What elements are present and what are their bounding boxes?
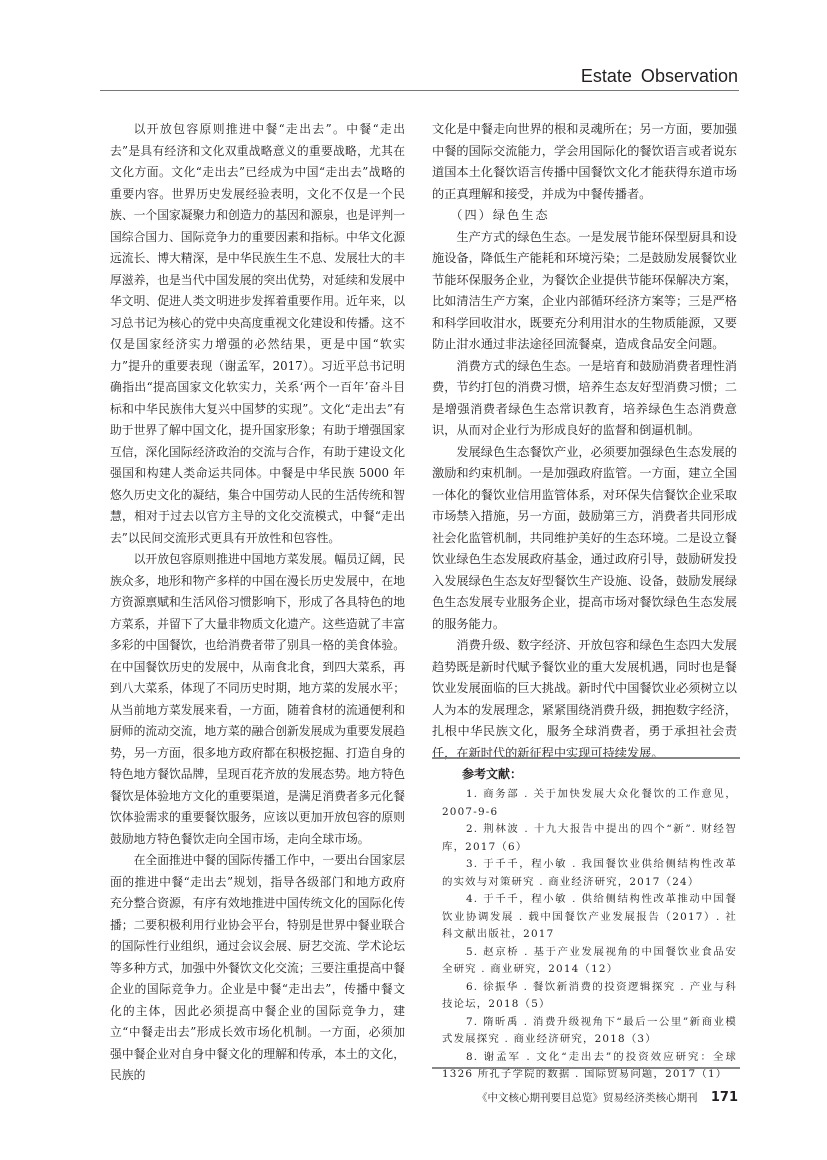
running-header-title: Estate Observation [580,66,738,86]
references-top-rule [432,757,740,759]
body-paragraph: 发展绿色生态餐饮产业，必须要加强绿色生态发展的激励和约束机制。一是加强政府监管。一方面，建立全国一体化的餐饮业信用监管体系，对环保失信餐饮企业采取市场禁入措施，另一方面，鼓励第三方，消费者共同形成社会化监管机制，共同维护美好的生态环境。二是设立餐饮业绿色生态发展政府基金，通过政府引导，鼓励研发投入发展绿色生态友好型餐饮生产设施、设备，鼓励发展绿色生态发展专业服务企业，提高市场对餐饮绿色生态发展的服务能力。 [432,444,737,631]
reference-item: 1. 商务部 . 关于加快发展大众化餐饮的工作意见，2007-9-6 [442,788,737,818]
page-number: 171 [710,1090,738,1105]
reference-item: 5. 赵京桥 . 基于产业发展视角的中国餐饮业食品安全研究 . 商业研究，2014（12） [442,945,737,975]
references-title: 参考文献： [462,767,523,781]
body-paragraph: 消费方式的绿色生态。一是培育和鼓励消费者理性消费，节约打包的消费习惯，培养生态友好型消费习惯；二是增强消费者绿色生态常识教育，培养绿色生态消费意识，从而对企业行为形成良好的监督和倒逼机制。 [432,358,737,437]
reference-item: 4. 于千千，程小敏 . 供给侧结构性改革推动中国餐饮业协调发展 . 载中国餐饮产业发展报告（2017）. 社科文献出版社，2017 [442,893,737,940]
references-bottom-rule [432,1067,740,1069]
reference-item: 3. 于千千，程小敏 . 我国餐饮业供给侧结构性改革的实效与对策研究 . 商业经济研究，2017（24） [442,858,737,888]
references-list [442,786,737,1084]
reference-item: 8. 谢孟军 . 文化“走出去”的投资效应研究：全球 1326 所孔子学院的数据 . 国际贸易问题，2017（1） [442,1050,737,1080]
right-column [432,119,737,764]
left-column [110,119,405,1087]
body-paragraph: 以开放包容原则推进中餐“走出去”。中餐“走出去”是具有经济和文化双重战略意义的重要战略，尤其在文化方面。文化“走出去”已经成为中国“走出去”战略的重要内容。世界历史发展经验表明，文化不仅是一个民族、一个国家凝聚力和创造力的基因和源泉，也是评判一国综合国力、国际竞争力的重要因素和指标。中华文化源远流长、博大精深，是中华民族生生不息、发展壮大的丰厚滋养，也是当代中国发展的突出优势，对延续和发展中华文明、促进人类文明进步发挥着重要作用。近年来，以习总书记为核心的党中央高度重视文化建设和传播。这不仅是国家经济实力增强的必然结果，更是中国“软实力”提升的重要表现（谢孟军，2017）。习近平总书记明确指出“提高国家文化软实力，关系‘两个一百年’奋斗目标和中华民族伟大复兴中国梦的实现”。文化“走出去”有助于世界了解中国文化，提升国家形象；有助于增强国家互信，深化国际经济政治的交流与合作，有助于建设文化强国和构建人类命运共同体。中餐是中华民族 5000 年悠久历史文化的凝结，集合中国劳动人民的生活传统和智慧，相对于过去以官方主导的文化交流模式，中餐“走出去”以民间交流形式更具有开放性和包容性。 [110,122,405,545]
reference-item: 2. 荆林波 . 十九大报告中提出的四个“新”. 财经智库，2017（6） [442,823,737,853]
header-rule [100,90,739,91]
footer-journal: 《中文核心期刊要目总览》贸易经济类核心期刊 [477,1092,698,1104]
reference-item: 7. 隋昕禹 . 消费升级视角下“最后一公里”新商业模式发展探究 . 商业经济研究，2018（3） [442,1015,737,1045]
body-paragraph: 生产方式的绿色生态。一是发展节能环保型厨具和设施设备，降低生产能耗和环境污染；二是鼓励发展餐饮业节能环保服务企业，为餐饮企业提供节能环保解决方案，比如清洁生产方案，企业内部循环经济方案等；三是严格和科学回收泔水，既要充分利用泔水的生物质能源，又要防止泔水通过非法途径回流餐桌，造成食品安全问题。 [432,229,737,351]
body-paragraph-continuation: 文化是中餐走向世界的根和灵魂所在；另一方面，要加强中餐的国际交流能力，学会用国际化的餐饮语言或者说东道国本土化餐饮语言传播中国餐饮文化才能获得东道市场的正真理解和接受，并成为中餐传播者。 [432,122,737,201]
page-footer [477,1090,738,1105]
reference-item: 6. 徐振华 . 餐饮新消费的投资逻辑探究 . 产业与科技论坛，2018（5） [442,980,737,1010]
section-heading: （四）绿色生态 [450,208,550,222]
body-paragraph: 消费升级、数字经济、开放包容和绿色生态四大发展趋势既是新时代赋予餐饮业的重大发展机遇，同时也是餐饮业发展面临的巨大挑战。新时代中国餐饮业必须树立以人为本的发展理念，紧紧围绕消费升级，拥抱数字经济，扎根中华民族文化，服务全球消费者，勇于承担社会责任，在新时代的新征程中实现可持续发展。 [432,638,737,760]
body-paragraph: 以开放包容原则推进中国地方菜发展。幅员辽阔，民族众多，地形和物产多样的中国在漫长历史发展中，在地方资源禀赋和生活风俗习惯影响下，形成了各具特色的地方菜系，并留下了大量非物质文化遗产。这些造就了丰富多彩的中国餐饮，也给消费者带了别具一格的美食体验。在中国餐饮历史的发展中，从南食北食，到四大菜系，再到八大菜系，体现了不同历史时期，地方菜的发展水平；从当前地方菜发展来看，一方面，随着食材的流通便利和厨师的流动交流，地方菜的融合创新发展成为重要发展趋势，另一方面，很多地方政府都在积极挖掘、打造自身的特色地方餐饮品牌，呈现百花齐放的发展态势。地方特色餐饮是体验地方文化的重要渠道，是满足消费者多元化餐饮体验需求的重要餐饮服务，应该以更加开放包容的原则鼓励地方特色餐饮走向全国市场，走向全球市场。 [110,552,405,846]
body-paragraph: 在全面推进中餐的国际传播工作中，一要出台国家层面的推进中餐“走出去”规划，指导各级部门和地方政府充分整合资源，有序有效地推进中国传统文化的国际化传播；二要积极利用行业协会平台，特别是世界中餐业联合的国际性行业组织，通过会议会展、厨艺交流、学术论坛等多种方式，加强中外餐饮文化交流；三要注重提高中餐企业的国际竞争力。企业是中餐“走出去”，传播中餐文化的主体，因此必须提高中餐企业的国际竞争力，建立“中餐走出去”形成长效市场化机制。一方面，必须加强中餐企业对自身中餐文化的理解和传承，本土的文化，民族的 [110,853,405,1082]
